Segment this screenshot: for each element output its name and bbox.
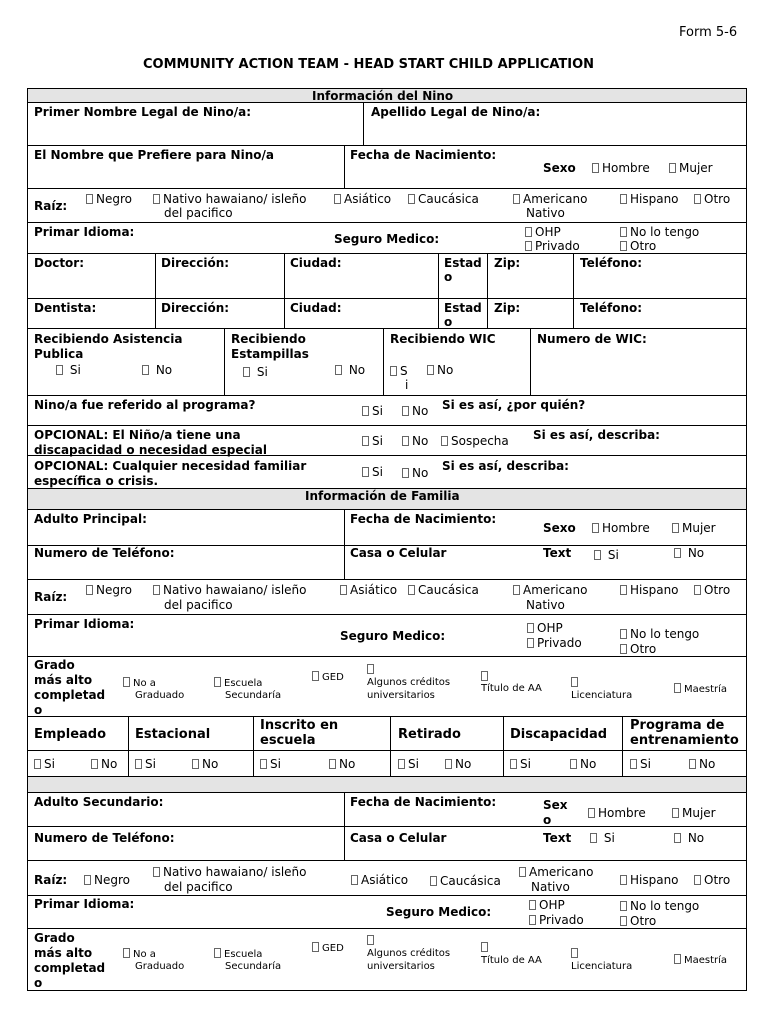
disability-describe-label: Si es así, describa: (533, 428, 660, 442)
child-race-other[interactable]: Otro (694, 192, 730, 206)
checkbox-icon (312, 942, 319, 952)
primary-grade-aa: Título de AA (481, 683, 542, 694)
secondary-race-label: Raíz: (34, 873, 68, 887)
checkbox-icon (91, 759, 98, 769)
checkbox-icon (620, 227, 627, 237)
secondary-language-label: Primar Idioma: (34, 897, 135, 911)
secondary-grade-not-grad[interactable]: No a (123, 948, 156, 961)
secondary-grade-label-4: o (34, 976, 43, 990)
doctor-zip-label: Zip: (494, 256, 521, 270)
primary-race-hawaiian-line2: del pacifico (164, 598, 233, 612)
secondary-grade-college: Algunos créditos (367, 948, 451, 959)
primary-grade-bachelor: Licenciatura (571, 690, 633, 701)
enrolled-no[interactable]: No (329, 757, 355, 771)
secondary-phone-label: Numero de Teléfono: (34, 831, 175, 845)
child-language-label: Primar Idioma: (34, 225, 135, 239)
enrolled-label-2: escuela (260, 733, 316, 748)
secondary-race-hispanic[interactable]: Hispano (620, 873, 679, 887)
seasonal-yes[interactable]: Si (135, 757, 156, 771)
checkbox-icon (694, 194, 701, 204)
checkbox-icon (402, 468, 409, 478)
seasonal-no[interactable]: No (192, 757, 218, 771)
dentist-phone-label: Teléfono: (580, 301, 643, 315)
primary-grade-ged[interactable]: GED (312, 671, 344, 684)
child-sex-female[interactable]: Mujer (669, 161, 713, 175)
checkbox-icon (674, 548, 681, 558)
primary-race-other[interactable]: Otro (694, 583, 730, 597)
checkbox-icon (694, 875, 701, 885)
checkbox-icon (481, 671, 488, 681)
checkbox-icon (214, 677, 221, 687)
checkbox-icon (630, 759, 637, 769)
checkbox-icon (312, 671, 319, 681)
primary-insurance-none[interactable]: No lo tengo (620, 627, 699, 641)
primary-race-hispanic[interactable]: Hispano (620, 583, 679, 597)
family-need-yes[interactable]: Si (362, 465, 383, 479)
child-insurance-label: Seguro Medico: (334, 232, 440, 246)
checkbox-icon (594, 550, 601, 560)
child-first-name-label: Primer Nombre Legal de Nino/a: (34, 105, 252, 119)
checkbox-icon (620, 644, 627, 654)
doctor-address-label: Dirección: (161, 256, 230, 270)
doctor-city-label: Ciudad: (290, 256, 342, 270)
checkbox-icon (398, 759, 405, 769)
primary-text-no[interactable]: No (674, 546, 704, 560)
checkbox-icon (192, 759, 199, 769)
secondary-sex-female[interactable]: Mujer (672, 806, 716, 820)
dentist-zip-label: Zip: (494, 301, 521, 315)
secondary-race-american[interactable]: Americano (519, 865, 593, 879)
family-need-label: OPCIONAL: Cualquier necesidad familiar (34, 459, 307, 473)
checkbox-icon (351, 875, 358, 885)
secondary-race-hawaiian-line2: del pacifico (164, 880, 233, 894)
checkbox-icon (329, 759, 336, 769)
secondary-text-no[interactable]: No (674, 831, 704, 845)
child-race-american[interactable]: Americano (513, 192, 587, 206)
stamps-label: Recibiendo (231, 332, 306, 346)
child-race-black[interactable]: Negro (86, 192, 132, 206)
public-assist-yes[interactable]: Si (56, 363, 81, 377)
checkbox-icon (390, 366, 397, 376)
checkbox-icon (135, 759, 142, 769)
primary-sex-male[interactable]: Hombre (592, 521, 650, 535)
public-assist-label-2: Publica (34, 347, 84, 361)
wic-no[interactable]: No (427, 363, 453, 377)
checkbox-icon (527, 623, 534, 633)
primary-insurance-ohp[interactable]: OHP (527, 621, 563, 635)
primary-grade-college-2: universitarios (367, 690, 435, 701)
primary-language-label: Primar Idioma: (34, 617, 135, 631)
checkbox-icon (362, 436, 369, 446)
child-insurance-ohp[interactable]: OHP (525, 225, 561, 239)
checkbox-icon (592, 523, 599, 533)
checkbox-icon (362, 467, 369, 477)
checkbox-icon (669, 163, 676, 173)
child-race-white[interactable]: Caucásica (408, 192, 479, 206)
doctor-state-label: Estad (444, 256, 482, 270)
checkbox-icon (571, 948, 578, 958)
employed-label: Empleado (34, 727, 107, 742)
separator-band (27, 776, 747, 793)
child-sex-male[interactable]: Hombre (592, 161, 650, 175)
primary-sex-female[interactable]: Mujer (672, 521, 716, 535)
secondary-sex-label-2: o (543, 813, 552, 827)
checkbox-icon (427, 365, 434, 375)
checkbox-icon (519, 867, 526, 877)
secondary-text-yes[interactable]: Si (590, 831, 615, 845)
checkbox-icon (142, 365, 149, 375)
primary-sex-label: Sexo (543, 521, 576, 535)
form-number: Form 5-6 (679, 25, 738, 40)
secondary-race-white[interactable]: Caucásica (430, 874, 501, 888)
checkbox-icon (571, 677, 578, 687)
checkbox-icon (689, 759, 696, 769)
primary-grade-label-1: Grado (34, 658, 75, 672)
checkbox-icon (570, 759, 577, 769)
secondary-text-label: Text (543, 831, 572, 845)
primary-race-american[interactable]: Americano (513, 583, 587, 597)
child-insurance-none[interactable]: No lo tengo (620, 225, 699, 239)
child-last-name-label: Apellido Legal de Nino/a: (371, 105, 541, 119)
checkbox-icon (362, 406, 369, 416)
checkbox-icon (153, 194, 160, 204)
preferred-name-label: El Nombre que Prefiere para Nino/a (34, 148, 274, 162)
retired-label: Retirado (398, 727, 461, 742)
referred-label: Nino/a fue referido al programa? (34, 398, 256, 412)
secondary-grade-school[interactable]: Escuela (214, 948, 262, 961)
checkbox-icon (260, 759, 267, 769)
secondary-grade-label-3: completad (34, 961, 106, 975)
primary-insurance-private[interactable]: Privado (527, 636, 582, 650)
checkbox-icon (334, 194, 341, 204)
checkbox-icon (588, 808, 595, 818)
primary-phone-label: Numero de Teléfono: (34, 546, 175, 560)
primary-text-label: Text (543, 546, 572, 560)
secondary-grade-label-2: más alto (34, 946, 93, 960)
checkbox-icon (430, 876, 437, 886)
primary-home-cell-label: Casa o Celular (350, 546, 447, 560)
checkbox-icon (620, 875, 627, 885)
checkbox-icon (445, 759, 452, 769)
checkbox-icon (513, 194, 520, 204)
disability-label-2: discapacidad o necesidad especial (34, 443, 267, 457)
checkbox-icon (672, 808, 679, 818)
checkbox-icon (527, 638, 534, 648)
checkbox-icon (367, 935, 374, 945)
secondary-birth-date-label: Fecha de Nacimiento: (350, 795, 497, 809)
checkbox-icon (525, 227, 532, 237)
checkbox-icon (620, 241, 627, 251)
family-need-no[interactable]: No (402, 466, 428, 480)
checkbox-icon (56, 365, 63, 375)
checkbox-icon (335, 365, 342, 375)
primary-grade-school[interactable]: Escuela (214, 677, 262, 690)
checkbox-icon (529, 900, 536, 910)
checkbox-icon (674, 833, 681, 843)
checkbox-icon (84, 875, 91, 885)
dentist-state-label-2: o (444, 315, 453, 329)
training-no[interactable]: No (689, 757, 715, 771)
secondary-insurance-label: Seguro Medico: (386, 905, 492, 919)
primary-grade-label-2: más alto (34, 673, 93, 687)
primary-grade-college: Algunos créditos (367, 677, 451, 688)
secondary-grade-masters[interactable]: Maestría (674, 954, 727, 967)
section-child-title: Información del Nino (312, 89, 454, 103)
dentist-city-label: Ciudad: (290, 301, 342, 315)
checkbox-icon (672, 523, 679, 533)
stamps-no[interactable]: No (335, 363, 365, 377)
referred-yes[interactable]: Si (362, 404, 383, 418)
dentist-state-label: Estad (444, 301, 482, 315)
secondary-grade-not-grad-2: Graduado (135, 961, 185, 972)
primary-race-label: Raíz: (34, 590, 68, 604)
stamps-label-2: Estampillas (231, 347, 309, 361)
public-assist-label: Recibiendo Asistencia (34, 332, 183, 346)
secondary-sex-label: Sex (543, 798, 568, 812)
primary-grade-masters[interactable]: Maestría (674, 683, 727, 696)
checkbox-icon (529, 915, 536, 925)
checkbox-icon (153, 867, 160, 877)
child-race-hawaiian[interactable]: Nativo hawaiano/ isleño (153, 192, 307, 206)
checkbox-icon (674, 683, 681, 693)
training-label: Programa de (630, 718, 725, 733)
primary-grade-aa-check[interactable] (481, 669, 491, 683)
checkbox-icon (620, 585, 627, 595)
checkbox-icon (481, 942, 488, 952)
checkbox-icon (590, 833, 597, 843)
primary-race-asian[interactable]: Asiático (340, 583, 397, 597)
primary-insurance-other[interactable]: Otro (620, 642, 656, 656)
secondary-race-hawaiian[interactable]: Nativo hawaiano/ isleño (153, 865, 307, 879)
checkbox-icon (441, 436, 448, 446)
training-yes[interactable]: Si (630, 757, 651, 771)
primary-grade-bachelor-check[interactable] (571, 675, 581, 689)
secondary-home-cell-label: Casa o Celular (350, 831, 447, 845)
family-need-describe-label: Si es así, describa: (442, 459, 569, 473)
secondary-grade-college-check[interactable] (367, 933, 377, 947)
secondary-grade-label-1: Grado (34, 931, 75, 945)
child-race-hispanic[interactable]: Hispano (620, 192, 679, 206)
secondary-race-other[interactable]: Otro (694, 873, 730, 887)
checkbox-icon (402, 406, 409, 416)
referred-no[interactable]: No (402, 404, 428, 418)
checkbox-icon (620, 901, 627, 911)
dentist-address-label: Dirección: (161, 301, 230, 315)
child-sex-label: Sexo (543, 161, 576, 175)
wic-yes-2: i (405, 378, 409, 392)
checkbox-icon (408, 194, 415, 204)
secondary-grade-college-2: universitarios (367, 961, 435, 972)
form-frame (27, 88, 747, 991)
checkbox-icon (123, 948, 130, 958)
family-need-label-2: específica o crisis. (34, 474, 159, 488)
employed-yes[interactable]: Si (34, 757, 55, 771)
checkbox-icon (592, 163, 599, 173)
primary-grade-label-4: o (34, 703, 43, 717)
primary-grade-not-grad[interactable]: No a (123, 677, 156, 690)
disability-employ-yes[interactable]: Si (510, 757, 531, 771)
secondary-race-asian[interactable]: Asiático (351, 873, 408, 887)
primary-adult-label: Adulto Principal: (34, 512, 147, 526)
enrolled-yes[interactable]: Si (260, 757, 281, 771)
page-title: COMMUNITY ACTION TEAM - HEAD START CHILD APPLICATION (143, 57, 595, 72)
wic-yes[interactable]: S (390, 364, 408, 378)
retired-no[interactable]: No (445, 757, 471, 771)
primary-insurance-label: Seguro Medico: (340, 629, 446, 643)
primary-text-yes[interactable]: Si (594, 548, 619, 562)
disability-label: OPCIONAL: El Niño/a tiene una (34, 428, 241, 442)
checkbox-icon (674, 954, 681, 964)
wic-number-label: Numero de WIC: (537, 332, 647, 346)
stamps-yes[interactable]: Si (243, 365, 268, 379)
checkbox-icon (86, 585, 93, 595)
checkbox-icon (620, 194, 627, 204)
child-race-american-line2: Nativo (526, 206, 565, 220)
checkbox-icon (367, 664, 374, 674)
secondary-adult-label: Adulto Secundario: (34, 795, 164, 809)
secondary-grade-bachelor-check[interactable] (571, 946, 581, 960)
checkbox-icon (620, 916, 627, 926)
checkbox-icon (214, 948, 221, 958)
child-race-hawaiian-line2: del pacifico (164, 206, 233, 220)
secondary-insurance-private[interactable]: Privado (529, 913, 584, 927)
secondary-sex-male[interactable]: Hombre (588, 806, 646, 820)
child-insurance-private[interactable]: Privado (525, 239, 580, 253)
checkbox-icon (513, 585, 520, 595)
secondary-grade-ged[interactable]: GED (312, 942, 344, 955)
primary-race-white[interactable]: Caucásica (408, 583, 479, 597)
checkbox-icon (510, 759, 517, 769)
disability-employ-label: Discapacidad (510, 727, 608, 742)
checkbox-icon (243, 367, 250, 377)
dentist-label: Dentista: (34, 301, 97, 315)
primary-grade-college-check[interactable] (367, 662, 377, 676)
secondary-grade-aa: Título de AA (481, 955, 542, 966)
secondary-grade-bachelor: Licenciatura (571, 961, 633, 972)
disability-employ-no[interactable]: No (570, 757, 596, 771)
disability-suspect[interactable]: Sospecha (441, 434, 509, 448)
primary-race-hawaiian[interactable]: Nativo hawaiano/ isleño (153, 583, 307, 597)
retired-yes[interactable]: Si (398, 757, 419, 771)
disability-yes[interactable]: Si (362, 434, 383, 448)
seasonal-label: Estacional (135, 727, 211, 742)
checkbox-icon (620, 629, 627, 639)
secondary-grade-school-2: Secundaría (225, 961, 282, 972)
checkbox-icon (123, 677, 130, 687)
primary-grade-label-3: completad (34, 688, 106, 702)
checkbox-icon (694, 585, 701, 595)
referred-by-label: Si es así, ¿por quién? (442, 398, 586, 412)
training-label-2: entrenamiento (630, 733, 739, 748)
checkbox-icon (402, 436, 409, 446)
secondary-insurance-other[interactable]: Otro (620, 914, 656, 928)
enrolled-label: Inscrito en (260, 718, 339, 733)
secondary-race-american-line2: Nativo (531, 880, 570, 894)
checkbox-icon (525, 241, 532, 251)
checkbox-icon (408, 585, 415, 595)
disability-no[interactable]: No (402, 434, 428, 448)
primary-race-american-line2: Nativo (526, 598, 565, 612)
child-race-asian[interactable]: Asiático (334, 192, 391, 206)
checkbox-icon (34, 759, 41, 769)
wic-label: Recibiendo WIC (390, 332, 496, 346)
secondary-insurance-none[interactable]: No lo tengo (620, 899, 699, 913)
secondary-grade-aa-check[interactable] (481, 940, 491, 954)
child-race-label: Raíz: (34, 199, 68, 213)
child-birth-date-label: Fecha de Nacimiento: (350, 148, 497, 162)
checkbox-icon (86, 194, 93, 204)
doctor-state-label-2: o (444, 270, 453, 284)
secondary-race-black[interactable]: Negro (84, 873, 130, 887)
primary-grade-not-grad-2: Graduado (135, 690, 185, 701)
primary-birth-date-label: Fecha de Nacimiento: (350, 512, 497, 526)
child-insurance-other[interactable]: Otro (620, 239, 656, 253)
employed-no[interactable]: No (91, 757, 117, 771)
primary-grade-school-2: Secundaría (225, 690, 282, 701)
doctor-label: Doctor: (34, 256, 85, 270)
checkbox-icon (340, 585, 347, 595)
section-family-title: Información de Familia (305, 489, 460, 503)
doctor-phone-label: Teléfono: (580, 256, 643, 270)
checkbox-icon (153, 585, 160, 595)
primary-race-black[interactable]: Negro (86, 583, 132, 597)
public-assist-no[interactable]: No (142, 363, 172, 377)
secondary-insurance-ohp[interactable]: OHP (529, 898, 565, 912)
